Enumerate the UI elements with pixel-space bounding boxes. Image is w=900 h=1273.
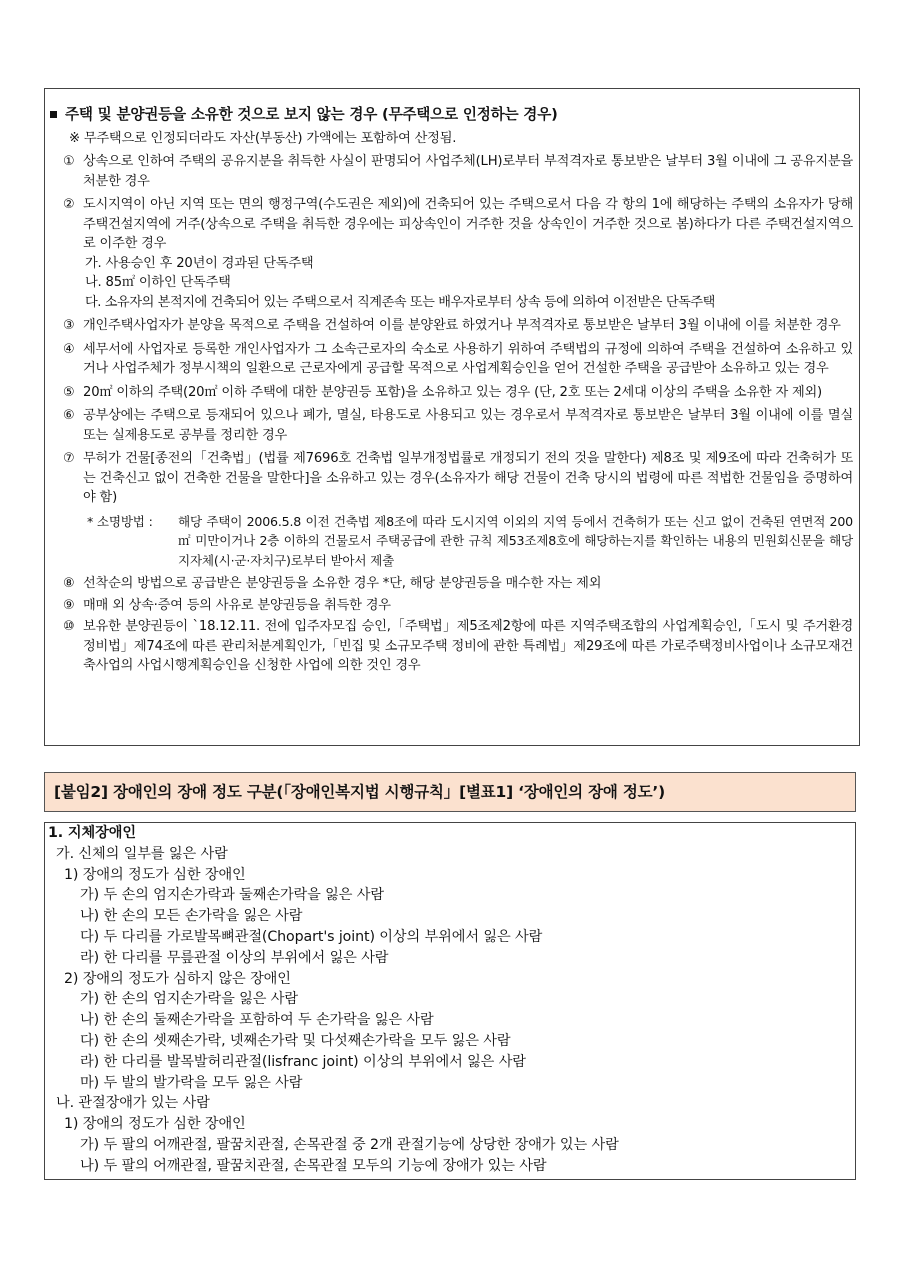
item-number: ⑤: [63, 384, 75, 400]
list-item: [49, 383, 853, 403]
attachment-header: [붙임2] 장애인의 장애 정도 구분(「장애인복지법 시행규칙」[별표1] ‘장애인의 장애 정도’): [44, 772, 856, 812]
criterion: 가) 두 손의 엄지손가락과 둘째손가락을 잃은 사람: [80, 887, 384, 904]
section-title: [49, 105, 853, 125]
subcategory: 가. 신체의 일부를 잃은 사람: [56, 845, 228, 862]
criterion: 다) 두 다리를 가로발목뼈관절(Chopart's joint) 이상의 부위에서 잃은 사람: [80, 928, 543, 945]
degree-heading: 2) 장애의 정도가 심하지 않은 장애인: [64, 970, 291, 987]
list-item: [49, 316, 853, 336]
section-title-text: 주택 및 분양권등을 소유한 것으로 보지 않는 경우 (무주택으로 인정하는 경우): [65, 106, 558, 123]
criterion: 가) 두 팔의 어깨관절, 팔꿈치관절, 손목관절 중 2개 관절기능에 상당한 장애가 있는 사람: [80, 1136, 619, 1153]
list-item: [49, 152, 853, 191]
disability-table-box: [44, 822, 856, 1180]
item-number: ⑦: [63, 451, 75, 466]
item-number: ⑥: [63, 408, 75, 423]
item-text: 선착순의 방법으로 공급받은 분양권등을 소유한 경우 *단, 해당 분양권등을 매수한 자는 제외: [83, 576, 602, 591]
criterion: 마) 두 발의 발가락을 모두 잃은 사람: [80, 1074, 303, 1091]
list-item: [49, 195, 853, 254]
criterion: 가) 한 손의 엄지손가락을 잃은 사람: [80, 991, 298, 1008]
sub-item: 가. 사용승인 후 20년이 경과된 단독주택: [85, 255, 314, 271]
item-text: 상속으로 인하여 주택의 공유지분을 취득한 사실이 판명되어 사업주체(LH)로부터 부적격자로 통보받은 날부터 3월 이내에 그 공유지분을 처분한 경우: [83, 154, 853, 189]
item-text: 도시지역이 아닌 지역 또는 면의 행정구역(수도권은 제외)에 건축되어 있는 주택으로서 다음 각 항의 1에 해당하는 주택의 소유자가 당해주택건설지역에 거주(상속으로 주택을 취득한 경우에는 피상속인이 거주한 것을 상속인이 거주한 것으로 봄)하다가 다른 주택건설지역으로 이주한 경우: [83, 197, 853, 251]
square-bullet-icon: [50, 111, 57, 118]
criterion: 라) 한 다리를 발목발허리관절(lisfranc joint) 이상의 부위에서 잃은 사람: [80, 1053, 526, 1070]
degree-heading: 1) 장애의 정도가 심한 장애인: [64, 866, 246, 883]
item-text: 보유한 분양권등이 `18.12.11. 전에 입주자모집 승인,「주택법」제5조제2항에 따른 지역주택조합의 사업계획승인,「도시 및 주거환경정비법」제74조에 따른 관리처분계획인가,「빈집 및 소규모주택 정비에 관한 특례법」제29조에 따른 가로주택정비사업이나 소규모재건축사업의 사업시행계획승인을 신청한 사업에 의한 것인 경우: [83, 619, 853, 673]
criterion: 다) 한 손의 셋째손가락, 넷째손가락 및 다섯째손가락을 모두 잃은 사람: [80, 1032, 511, 1049]
sub-item: 나. 85㎡ 이하인 단독주택: [85, 275, 231, 290]
proof-label: * 소명방법 :: [87, 513, 153, 529]
criterion: 나) 한 손의 둘째손가락을 포함하여 두 손가락을 잃은 사람: [80, 1012, 434, 1029]
subcategory: 나. 관절장애가 있는 사람: [56, 1095, 210, 1112]
list-item: [49, 574, 853, 594]
item-number: ①: [63, 154, 75, 169]
item-number: ④: [63, 341, 75, 357]
proof-text: 해당 주택이 2006.5.8 이전 건축법 제8조에 따라 도시지역 이외의 지역 등에서 건축허가 또는 신고 없이 건축된 연면적 200㎡ 미만이거나 2층 이하의 건물로서 주택공급에 관한 규칙 제53조제8호에 해당하는지를 확인하는 내용의 민원회신문을 해당 지자체(시·군·자치구)로부터 받아서 제출: [178, 513, 853, 568]
criterion: 나) 두 팔의 어깨관절, 팔꿈치관절, 손목관절 모두의 기능에 장애가 있는 사람: [80, 1157, 547, 1174]
item-text: 20㎡ 이하의 주택(20㎡ 이하 주택에 대한 분양권등 포함)을 소유하고 있는 경우 (단, 2호 또는 2세대 이상의 주택을 소유한 자 제외): [83, 384, 822, 400]
criterion: 라) 한 다리를 무릎관절 이상의 부위에서 잃은 사람: [80, 949, 389, 966]
no-house-conditions-box: [44, 88, 860, 746]
list-item: [49, 340, 853, 379]
item-number: ③: [63, 318, 75, 333]
item-text: 공부상에는 주택으로 등재되어 있으나 폐가, 멸실, 타용도로 사용되고 있는 경우로서 부적격자로 통보받은 날부터 3월 이내에 이를 멸실 또는 실제용도로 공부를 정리한 경우: [83, 408, 853, 443]
item-number: ⑧: [63, 576, 75, 591]
sub-item: 다. 소유자의 본적지에 건축되어 있는 주택으로서 직계존속 또는 배우자로부터 상속 등에 의하여 이전받은 단독주택: [85, 294, 715, 310]
item-number: ⑩: [63, 619, 75, 634]
note: ※ 무주택으로 인정되더라도 자산(부동산) 가액에는 포함하여 산정됨.: [69, 130, 457, 146]
item-text: 개인주택사업자가 분양을 목적으로 주택을 건설하여 이를 분양완료 하였거나 부적격자로 통보받은 날부터 3월 이내에 이를 처분한 경우: [83, 318, 841, 333]
proof-method: [49, 512, 853, 571]
degree-heading: 1) 장애의 정도가 심한 장애인: [64, 1116, 246, 1133]
item-text: 매매 외 상속·증여 등의 사유로 분양권등을 취득한 경우: [83, 597, 391, 613]
item-number: ⑨: [63, 597, 75, 613]
item-number: ②: [63, 197, 75, 212]
list-item: [49, 617, 853, 676]
list-item: [49, 449, 853, 508]
list-item: [49, 406, 853, 445]
category-heading: 1. 지체장애인: [48, 825, 136, 841]
criterion: 나) 한 손의 모든 손가락을 잃은 사람: [80, 908, 303, 925]
item-text: 세무서에 사업자로 등록한 개인사업자가 그 소속근로자의 숙소로 사용하기 위하여 주택법의 규정에 의하여 주택을 건설하여 소유하고 있거나 사업주체가 정부시책의 일환으로 근로자에게 공급할 목적으로 사업계획승인을 얻어 건설한 주택을 공급받아 소유하고 있는 경우: [83, 341, 853, 376]
list-item: [49, 596, 853, 616]
item-text: 무허가 건물[종전의「건축법」(법률 제7696호 건축법 일부개정법률로 개정되기 전의 것을 말한다) 제8조 및 제9조에 따라 건축허가 또는 건축신고 없이 건축한 건물을 말한다]을 소유하고 있는 경우(소유자가 해당 건물이 건축 당시의 법령에 따른 적법한 건물임을 증명하여야 함): [83, 451, 853, 505]
